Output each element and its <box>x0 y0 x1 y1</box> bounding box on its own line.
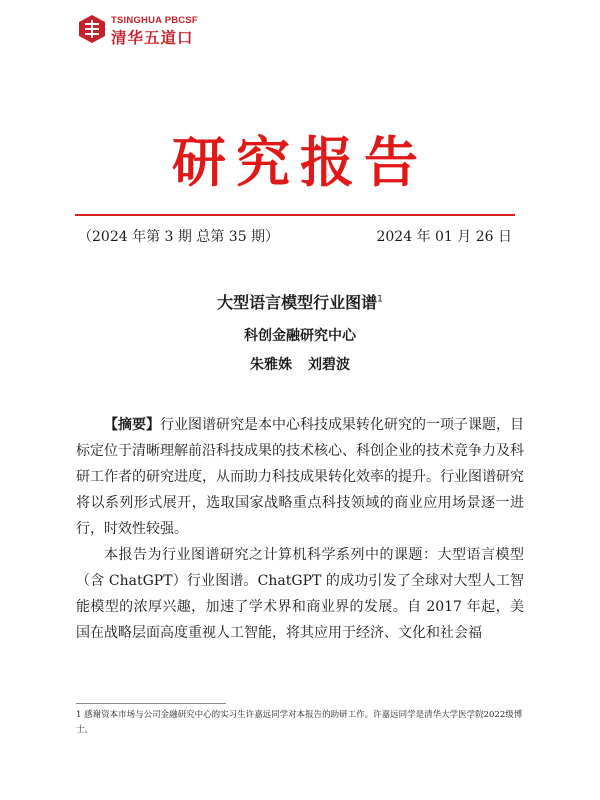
author-name: 刘碧波 <box>308 357 350 373</box>
report-title: 研究报告 <box>172 130 428 194</box>
logo-chinese: 清华五道口 <box>111 29 194 47</box>
author-name: 朱雅姝 <box>250 357 292 373</box>
logo <box>78 12 208 48</box>
abstract-paragraph <box>76 412 524 542</box>
abstract-text: 行业图谱研究是本中心科技成果转化研究的一项子课题，目标定位于清晰理解前沿科技成果的技术核心、科创企业的技术竞争力及科研工作者的研究进度，从而助力科技成果转化效率的提升。行业图谱研究将以系列形式展开，选取国家战略重点科技领域的商业应用场景逐一进行，时效性较强。 <box>76 417 524 537</box>
footnote-marker: 1 <box>377 294 383 305</box>
organization: 科创金融研究中心 <box>244 328 356 344</box>
document-title <box>0 290 600 313</box>
issue-number: （2024 年第 3 期 总第 35 期） <box>78 229 280 245</box>
document-title-text: 大型语言模型行业图谱 <box>217 293 378 312</box>
body-paragraph: 本报告为行业图谱研究之计算机科学系列中的课题：大型语言模型（含 ChatGPT）行业图谱。ChatGPT 的成功引发了全球对大型人工智能模型的浓厚兴趣，加速了学术界和商业界的发展。自 2017 年起，美国在战略层面高度重视人工智能，将其应用于经济、文化和社会福 <box>76 547 524 641</box>
publish-date: 2024 年 01 月 26 日 <box>376 229 512 245</box>
abstract-label: 【摘要】 <box>104 417 160 433</box>
authors <box>0 354 600 374</box>
tsinghua-logo-icon <box>78 14 106 44</box>
body-text <box>76 412 524 646</box>
footnote: 1 感谢资本市场与公司金融研究中心的实习生许嘉远同学对本报告的助研工作。许嘉远同学是清华大学医学院2022级博士。 <box>76 710 523 735</box>
footnote-divider <box>76 703 226 704</box>
logo-english: TSINGHUA PBCSF <box>111 15 198 26</box>
header-divider <box>75 214 515 216</box>
